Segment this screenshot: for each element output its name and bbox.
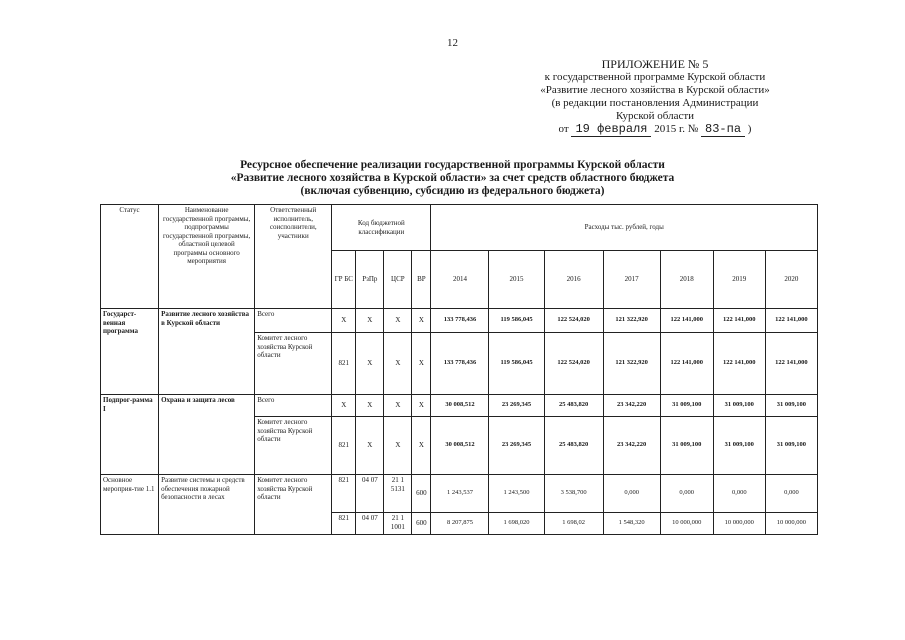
date-year: 2015 г. № [654,123,699,135]
cell-value: 23 342,220 [603,417,660,475]
header-year: 2020 [765,251,817,309]
date-value: 19 февраля [571,122,651,137]
cell-csr: X [384,309,412,333]
header-status: Статус [101,205,159,309]
cell-value: 23 269,345 [489,417,544,475]
cell-value: 1 243,500 [489,475,544,513]
cell-value: 25 483,820 [544,417,603,475]
cell-value: 133 778,436 [431,333,489,395]
cell-value: 10 000,000 [713,513,765,535]
cell-rzpr: X [356,333,384,395]
title-line: (включая субвенцию, субсидию из федерального бюджета) [300,185,605,197]
cell-vr: X [412,309,431,333]
budget-table [100,204,818,535]
cell-rzpr: X [356,309,384,333]
document-title [120,159,785,198]
cell-grbs: X [332,395,356,417]
cell-value: 23 269,345 [489,395,544,417]
cell-value: 121 322,920 [603,333,660,395]
header-executor: Ответственный исполнитель, соисполнители, участники [255,205,332,309]
cell-rzpr: X [356,395,384,417]
cell-value: 122 524,020 [544,333,603,395]
cell-value: 0,000 [660,475,713,513]
doc-number: 83-па [701,122,745,137]
appendix-header [500,58,810,136]
cell-grbs: X [332,309,356,333]
header-code: ВР [412,251,431,309]
cell-value: 31 009,100 [765,395,817,417]
page-number: 12 [447,37,458,49]
appendix-line: к государственной программе Курской области [544,71,766,83]
row-executor: Комитет лесного хозяйства Курской области [255,417,332,475]
cell-value: 31 009,100 [713,395,765,417]
cell-value: 25 483,820 [544,395,603,417]
header-year: 2018 [660,251,713,309]
appendix-line: Курской области [615,110,695,122]
cell-value: 1 243,537 [431,475,489,513]
cell-value: 1 548,320 [603,513,660,535]
cell-value: 10 000,000 [765,513,817,535]
cell-value: 122 524,020 [544,309,603,333]
table-row [101,395,818,417]
cell-csr: X [384,417,412,475]
row-name: Охрана и защита лесов [159,395,255,475]
cell-value: 0,000 [603,475,660,513]
cell-value: 31 009,100 [765,417,817,475]
table-row [101,309,818,333]
header-code: ГР БС [332,251,356,309]
cell-value: 133 778,436 [431,309,489,333]
cell-csr: X [384,395,412,417]
cell-value: 3 538,700 [544,475,603,513]
cell-csr: 21 1 1001 [384,513,412,535]
row-status: Подпрог-рамма I [101,395,159,475]
cell-grbs: 821 [332,417,356,475]
header-year: 2016 [544,251,603,309]
cell-value: 0,000 [713,475,765,513]
row-executor: Комитет лесного хозяйства Курской области [255,333,332,395]
cell-value: 30 008,512 [431,417,489,475]
cell-value: 30 008,512 [431,395,489,417]
cell-value: 122 141,000 [660,309,713,333]
cell-value: 23 342,220 [603,395,660,417]
appendix-title: ПРИЛОЖЕНИЕ № 5 [601,57,709,71]
cell-value: 119 586,045 [489,333,544,395]
row-executor: Комитет лесного хозяйства Курской области [255,475,332,535]
title-line: «Развитие лесного хозяйства в Курской области» за счет средств областного бюджета [230,172,675,184]
header-year: 2017 [603,251,660,309]
appendix-line: (в редакции постановления Администрации [551,97,759,109]
table-row [101,475,818,513]
header-name: Наименование государственной программы, подпрограммы государственной программы, областной целевой программы основного мероприятия [159,205,255,309]
cell-grbs: 821 [332,475,356,513]
cell-value: 31 009,100 [713,417,765,475]
cell-rzpr: 04 07 [356,475,384,513]
cell-vr: X [412,417,431,475]
cell-rzpr: 04 07 [356,513,384,535]
header-row [101,205,818,251]
cell-value: 122 141,000 [765,309,817,333]
cell-value: 1 698,02 [544,513,603,535]
cell-value: 8 207,875 [431,513,489,535]
date-suffix: ) [747,123,752,135]
cell-vr: X [412,333,431,395]
row-name: Развитие лесного хозяйства в Курской области [159,309,255,395]
cell-rzpr: X [356,417,384,475]
cell-value: 119 586,045 [489,309,544,333]
title-line: Ресурсное обеспечение реализации государственной программы Курской области [240,159,665,171]
appendix-line: «Развитие лесного хозяйства в Курской области» [540,84,770,96]
cell-grbs: 821 [332,333,356,395]
header-code: РзПр [356,251,384,309]
cell-value: 122 141,000 [765,333,817,395]
cell-value: 121 322,920 [603,309,660,333]
header-year: 2014 [431,251,489,309]
cell-value: 122 141,000 [713,309,765,333]
header-budget-code: Код бюджетной классификации [332,205,431,251]
cell-csr: 21 1 5131 [384,475,412,513]
cell-value: 10 000,000 [660,513,713,535]
date-prefix: от [558,123,569,135]
header-expenses: Расходы тыс. рублей, годы [431,205,818,251]
header-year: 2015 [489,251,544,309]
header-year: 2019 [713,251,765,309]
row-executor: Всего [255,395,332,417]
cell-value: 122 141,000 [713,333,765,395]
cell-vr: 600 [412,513,431,535]
header-code: ЦСР [384,251,412,309]
row-status: Основное мероприя-тие 1.1 [101,475,159,535]
cell-vr: 600 [412,475,431,513]
cell-value: 122 141,000 [660,333,713,395]
cell-value: 0,000 [765,475,817,513]
cell-vr: X [412,395,431,417]
row-name: Развитие системы и средств обеспечения пожарной безопасности в лесах [159,475,255,535]
cell-csr: X [384,333,412,395]
cell-value: 31 009,100 [660,417,713,475]
row-status: Государст-венная программа [101,309,159,395]
cell-value: 31 009,100 [660,395,713,417]
cell-value: 1 698,020 [489,513,544,535]
cell-grbs: 821 [332,513,356,535]
appendix-date-line [500,123,810,136]
row-executor: Всего [255,309,332,333]
